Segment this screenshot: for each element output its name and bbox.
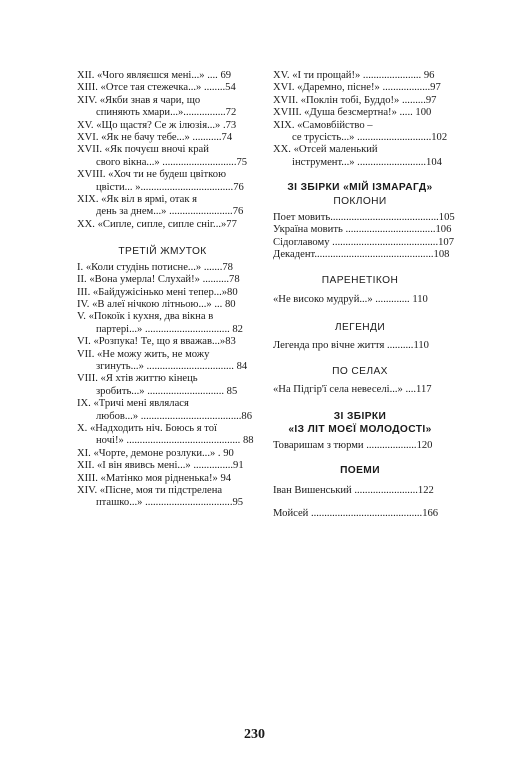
toc-list-third-bundle [77,261,254,510]
toc-entry-line: XV. «І ти прощай!» ...................... 96 [273,70,435,81]
toc-entry [77,132,248,144]
section-heading-poemy: ПОЕМИ [340,465,380,477]
toc-entry [77,485,248,510]
toc-entry [77,398,253,423]
toc-entry-line: II. «Вона умерла! Слухай!» ..........78 [77,274,240,286]
toc-entry-line: XIX. «Як віл в ярмі, отак я [77,194,198,206]
toc-entry [273,107,447,119]
toc-entry-continuation: се трусість...» ............................102 [292,132,448,144]
toc-entry-line: XII. «Чого являєшся мені...» .... 69 [77,70,232,81]
toc-entry-continuation: цвісти... »...................................76 [96,181,244,193]
toc-entry: Поет мовить.........................................105 [273,212,455,224]
toc-entry-line: XIV. «Пісне, моя ти підстрелена [77,485,223,496]
section-heading-iz-lit-line2: «ІЗ ЛІТ МОЄЇ МОЛОДОСТІ» [288,423,432,435]
toc-entry-line: XIII. «Матінко моя рідненька!» 94 [77,472,232,484]
toc-entry-line: XVI. «Як не бачу тебе...» ...........74 [77,132,233,144]
page-number: 230 [244,727,265,742]
toc-entry-line: XVIII. «Хоч ти не будеш цвіткою [77,169,227,181]
toc-entry [77,194,248,219]
section-heading-third-bundle: ТРЕТІЙ ЖМУТОК [118,246,207,258]
toc-entry-line: XVIII. «Душа безсмертна!» ..... 100 [273,107,432,119]
toc-entry: Легенда про вічне життя ..........110 [273,339,429,351]
toc-entry-line: XIV. «Якби знав я чари, що [77,94,201,106]
toc-entry-line: VI. «Розпука! Те, що я вважав...»83 [77,336,236,348]
toc-entry-line: XX. «Сипле, сипле, сипле сніг...»77 [77,218,237,230]
toc-entry-continuation: спиняють хмари...»................72 [96,107,237,119]
toc-entry: Іван Вишенський ........................122 [273,484,434,496]
toc-entry [273,95,447,107]
toc-entry-line: XVII. «Поклін тобі, Буддо!» .........97 [273,94,437,106]
toc-entry-line: III. «Байдужісінько мені тепер...»80 [77,286,238,298]
toc-entry-line: V. «Покоїк і кухня, два вікна в [77,311,214,323]
toc-entry-line: X. «Надходить ніч. Боюсь я тої [77,422,218,434]
toc-entry: Мойсей ..........................................166 [273,508,439,520]
toc-entry [77,460,248,472]
toc-entry-line: XI. «Чорте, демоне розлуки...» . 90 [77,447,234,459]
toc-entry-line: VII. «Не можу жить, не можу [77,348,210,360]
toc-right-column [273,70,455,521]
toc-entry: «Не високо мудруй...» ............. 110 [273,294,428,306]
toc-entry [77,70,248,82]
toc-entry [273,70,447,82]
toc-entry: Товаришам з тюрми ...................120 [273,439,433,451]
toc-entry [77,299,248,311]
toc-entry-line: XIX. «Самовбійство – [273,119,373,131]
toc-entry-continuation: день за днем...» ........................76 [96,206,244,218]
toc-entry [77,144,248,169]
toc-entry-line: XVI. «Даремно, пісне!» ..................97 [273,82,441,94]
toc-entry-continuation: любов...» ......................................86 [96,410,253,422]
toc-entry [77,262,248,274]
toc-entry-line: IX. «Тричі мені являлася [77,398,189,410]
subsection-heading-parenetikon: ПАРЕНЕТІКОН [321,274,399,286]
toc-entry [77,120,248,132]
subsection-heading-lehendy: ЛЕГЕНДИ [334,321,386,333]
toc-entry-continuation: партері...» ................................ 82 [96,323,243,335]
toc-entry [77,274,248,286]
toc-left-column [77,70,254,510]
toc-entry-line: XII. «І він явивсь мені...» ...............91 [77,460,244,472]
toc-entry [77,422,254,448]
toc-entry [77,219,248,231]
toc-entry: Декадент.............................................108 [273,249,450,261]
toc-list-poklony [273,212,455,262]
section-heading-izmarahd: ЗІ ЗБІРКИ «МІЙ ІЗМАРАГД» [287,182,433,194]
section-heading-iz-lit-line1: ЗІ ЗБІРКИ [333,411,387,423]
toc-entry-line: VIII. «Я хтів життю кінець [77,373,198,385]
toc-entry-continuation: згинуть...» ................................. 84 [96,360,248,372]
subsection-heading-poklony: ПОКЛОНИ [333,195,387,207]
toc-entry-line: IV. «В алеї нічкою літньою...» ... 80 [77,298,236,310]
toc-entry [77,473,248,485]
toc-entry: «На Підгір'ї села невеселі...» ....117 [273,383,432,395]
toc-list-second-bundle-end [77,70,248,231]
toc-entry [77,82,248,94]
toc-entry-line: XVII. «Як почуєш вночі край [77,144,209,156]
toc-entry [77,373,248,398]
toc-entry-continuation: ночі!» ........................................... 88 [96,435,254,447]
toc-entry [77,349,248,374]
toc-entry-line: I. «Коли студінь потисне...» .......78 [77,261,233,273]
toc-entry [273,120,447,145]
toc-entry-continuation: зробить...» ............................. 85 [96,385,238,397]
toc-entry-continuation: свого вікна...» ............................75 [96,156,248,168]
toc-entry [77,287,248,299]
toc-entry-continuation: пташко...» .................................95 [96,497,244,509]
toc-entry [77,311,248,336]
toc-entry [273,82,447,94]
toc-entry [77,448,248,460]
toc-entry: Сідоглавому ........................................107 [273,236,454,248]
toc-entry: Україна мовить ..................................106 [273,224,452,236]
toc-entry-continuation: інструмент...» ..........................104 [292,156,442,168]
toc-entry [77,169,248,194]
toc-entry [77,336,248,348]
subsection-heading-po-selakh: ПО СЕЛАХ [332,366,388,378]
toc-entry-line: XX. «Отсей маленький [273,144,378,156]
toc-entry-line: XIII. «Отсе тая стежечка...» ........54 [77,82,236,94]
toc-list-third-bundle-end [273,70,447,169]
toc-entry [77,95,248,120]
toc-entry-line: XV. «Що щастя? Се ж ілюзія...» .73 [77,119,237,131]
toc-entry [273,144,447,169]
